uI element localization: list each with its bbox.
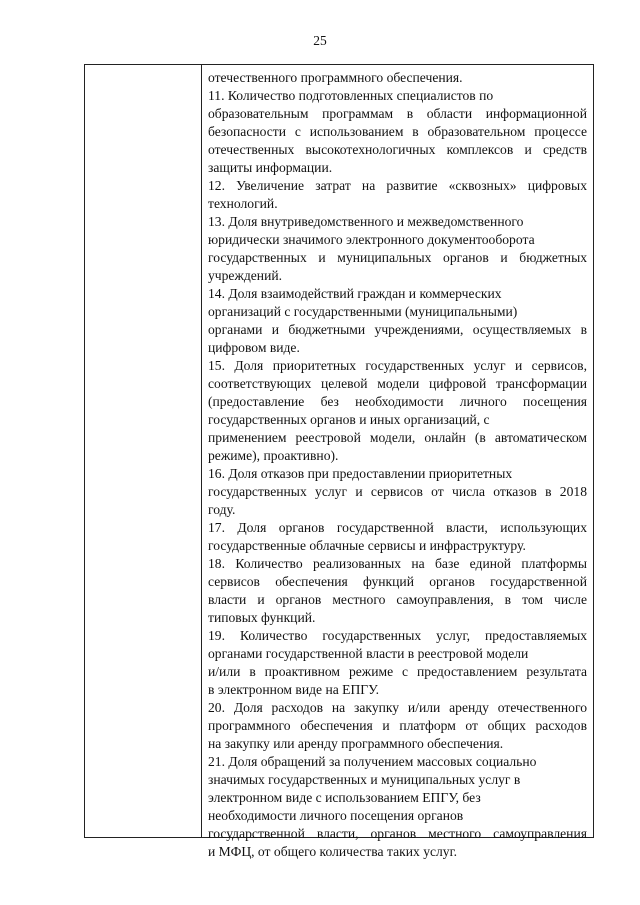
text-line: государственных органов и иных организаций, с	[208, 412, 490, 427]
text-line: на закупку или аренду программного обеспечения.	[208, 736, 504, 751]
text-line: образовательным программам в области информационной	[208, 106, 587, 121]
text-line: необходимости личного посещения органов	[208, 808, 464, 823]
text-line: 14. Доля взаимодействий граждан и коммерческих	[208, 286, 502, 301]
text-line: 19. Количество государственных услуг, предоставляемых	[208, 628, 587, 643]
text-line: и МФЦ, от общего количества таких услуг.	[208, 844, 458, 859]
text-line: применением реестровой модели, онлайн (в автоматическом	[208, 430, 587, 445]
text-line: органами государственной власти в реестровой модели	[208, 646, 529, 661]
text-line: режиме), проактивно).	[208, 448, 339, 463]
page-number: 25	[313, 33, 327, 48]
text-line: в электронном виде на ЕПГУ.	[208, 682, 379, 697]
text-line: государственных и муниципальных органов и бюджетных	[208, 250, 587, 265]
text-line: 17. Доля органов государственной власти, использующих	[208, 520, 587, 535]
text-line: органами и бюджетными учреждениями, осуществляемых в	[208, 322, 587, 337]
text-line: электронном виде с использованием ЕПГУ, без	[208, 790, 481, 805]
text-line: 21. Доля обращений за получением массовых социально	[208, 754, 537, 769]
text-line: сервисов обеспечения функций органов государственной	[208, 574, 587, 589]
text-line: значимых государственных и муниципальных услуг в	[208, 772, 521, 787]
text-line: типовых функций.	[208, 610, 316, 625]
text-line: и/или в проактивном режиме с предоставлением результата	[208, 664, 587, 679]
text-line: учреждений.	[208, 268, 283, 283]
text-line: цифровом виде.	[208, 340, 300, 355]
text-line: 13. Доля внутриведомственного и межведомственного	[208, 214, 524, 229]
text-line: государственные облачные сервисы и инфраструктуру.	[208, 538, 526, 553]
text-line: государственной власти, органов местного самоуправления	[208, 826, 587, 841]
text-line: соответствующих целевой модели цифровой трансформации	[208, 376, 587, 391]
text-line: безопасности с использованием в образовательном процессе	[208, 124, 587, 139]
text-line: году.	[208, 502, 236, 517]
text-line: 15. Доля приоритетных государственных услуг и сервисов,	[208, 358, 587, 373]
text-line: 18. Количество реализованных на базе единой платформы	[208, 556, 587, 571]
table-left-column	[85, 65, 202, 837]
text-line: защиты информации.	[208, 160, 333, 175]
indicator-table	[84, 64, 594, 859]
text-line: организаций с государственными (муниципальными)	[208, 304, 518, 319]
text-line: государственных услуг и сервисов от числа отказов в 2018	[208, 484, 587, 499]
text-line: отечественного программного обеспечения.	[208, 70, 463, 85]
table-right-column	[202, 65, 593, 859]
text-line: 16. Доля отказов при предоставлении приоритетных	[208, 466, 513, 481]
text-line: технологий.	[208, 196, 278, 211]
text-line: отечественных высокотехнологичных комплексов и средств	[208, 142, 587, 157]
text-line: 20. Доля расходов на закупку и/или аренду отечественного	[208, 700, 587, 715]
text-line: юридически значимого электронного документооборота	[208, 232, 535, 247]
text-line: 11. Количество подготовленных специалистов по	[208, 88, 494, 103]
text-line: 12. Увеличение затрат на развитие «сквозных» цифровых	[208, 178, 587, 193]
text-line: программного обеспечения и платформ от общих расходов	[208, 718, 587, 733]
text-line: власти и органов местного самоуправления, в том числе	[208, 592, 587, 607]
text-line: (предоставление без необходимости личного посещения	[208, 394, 587, 409]
